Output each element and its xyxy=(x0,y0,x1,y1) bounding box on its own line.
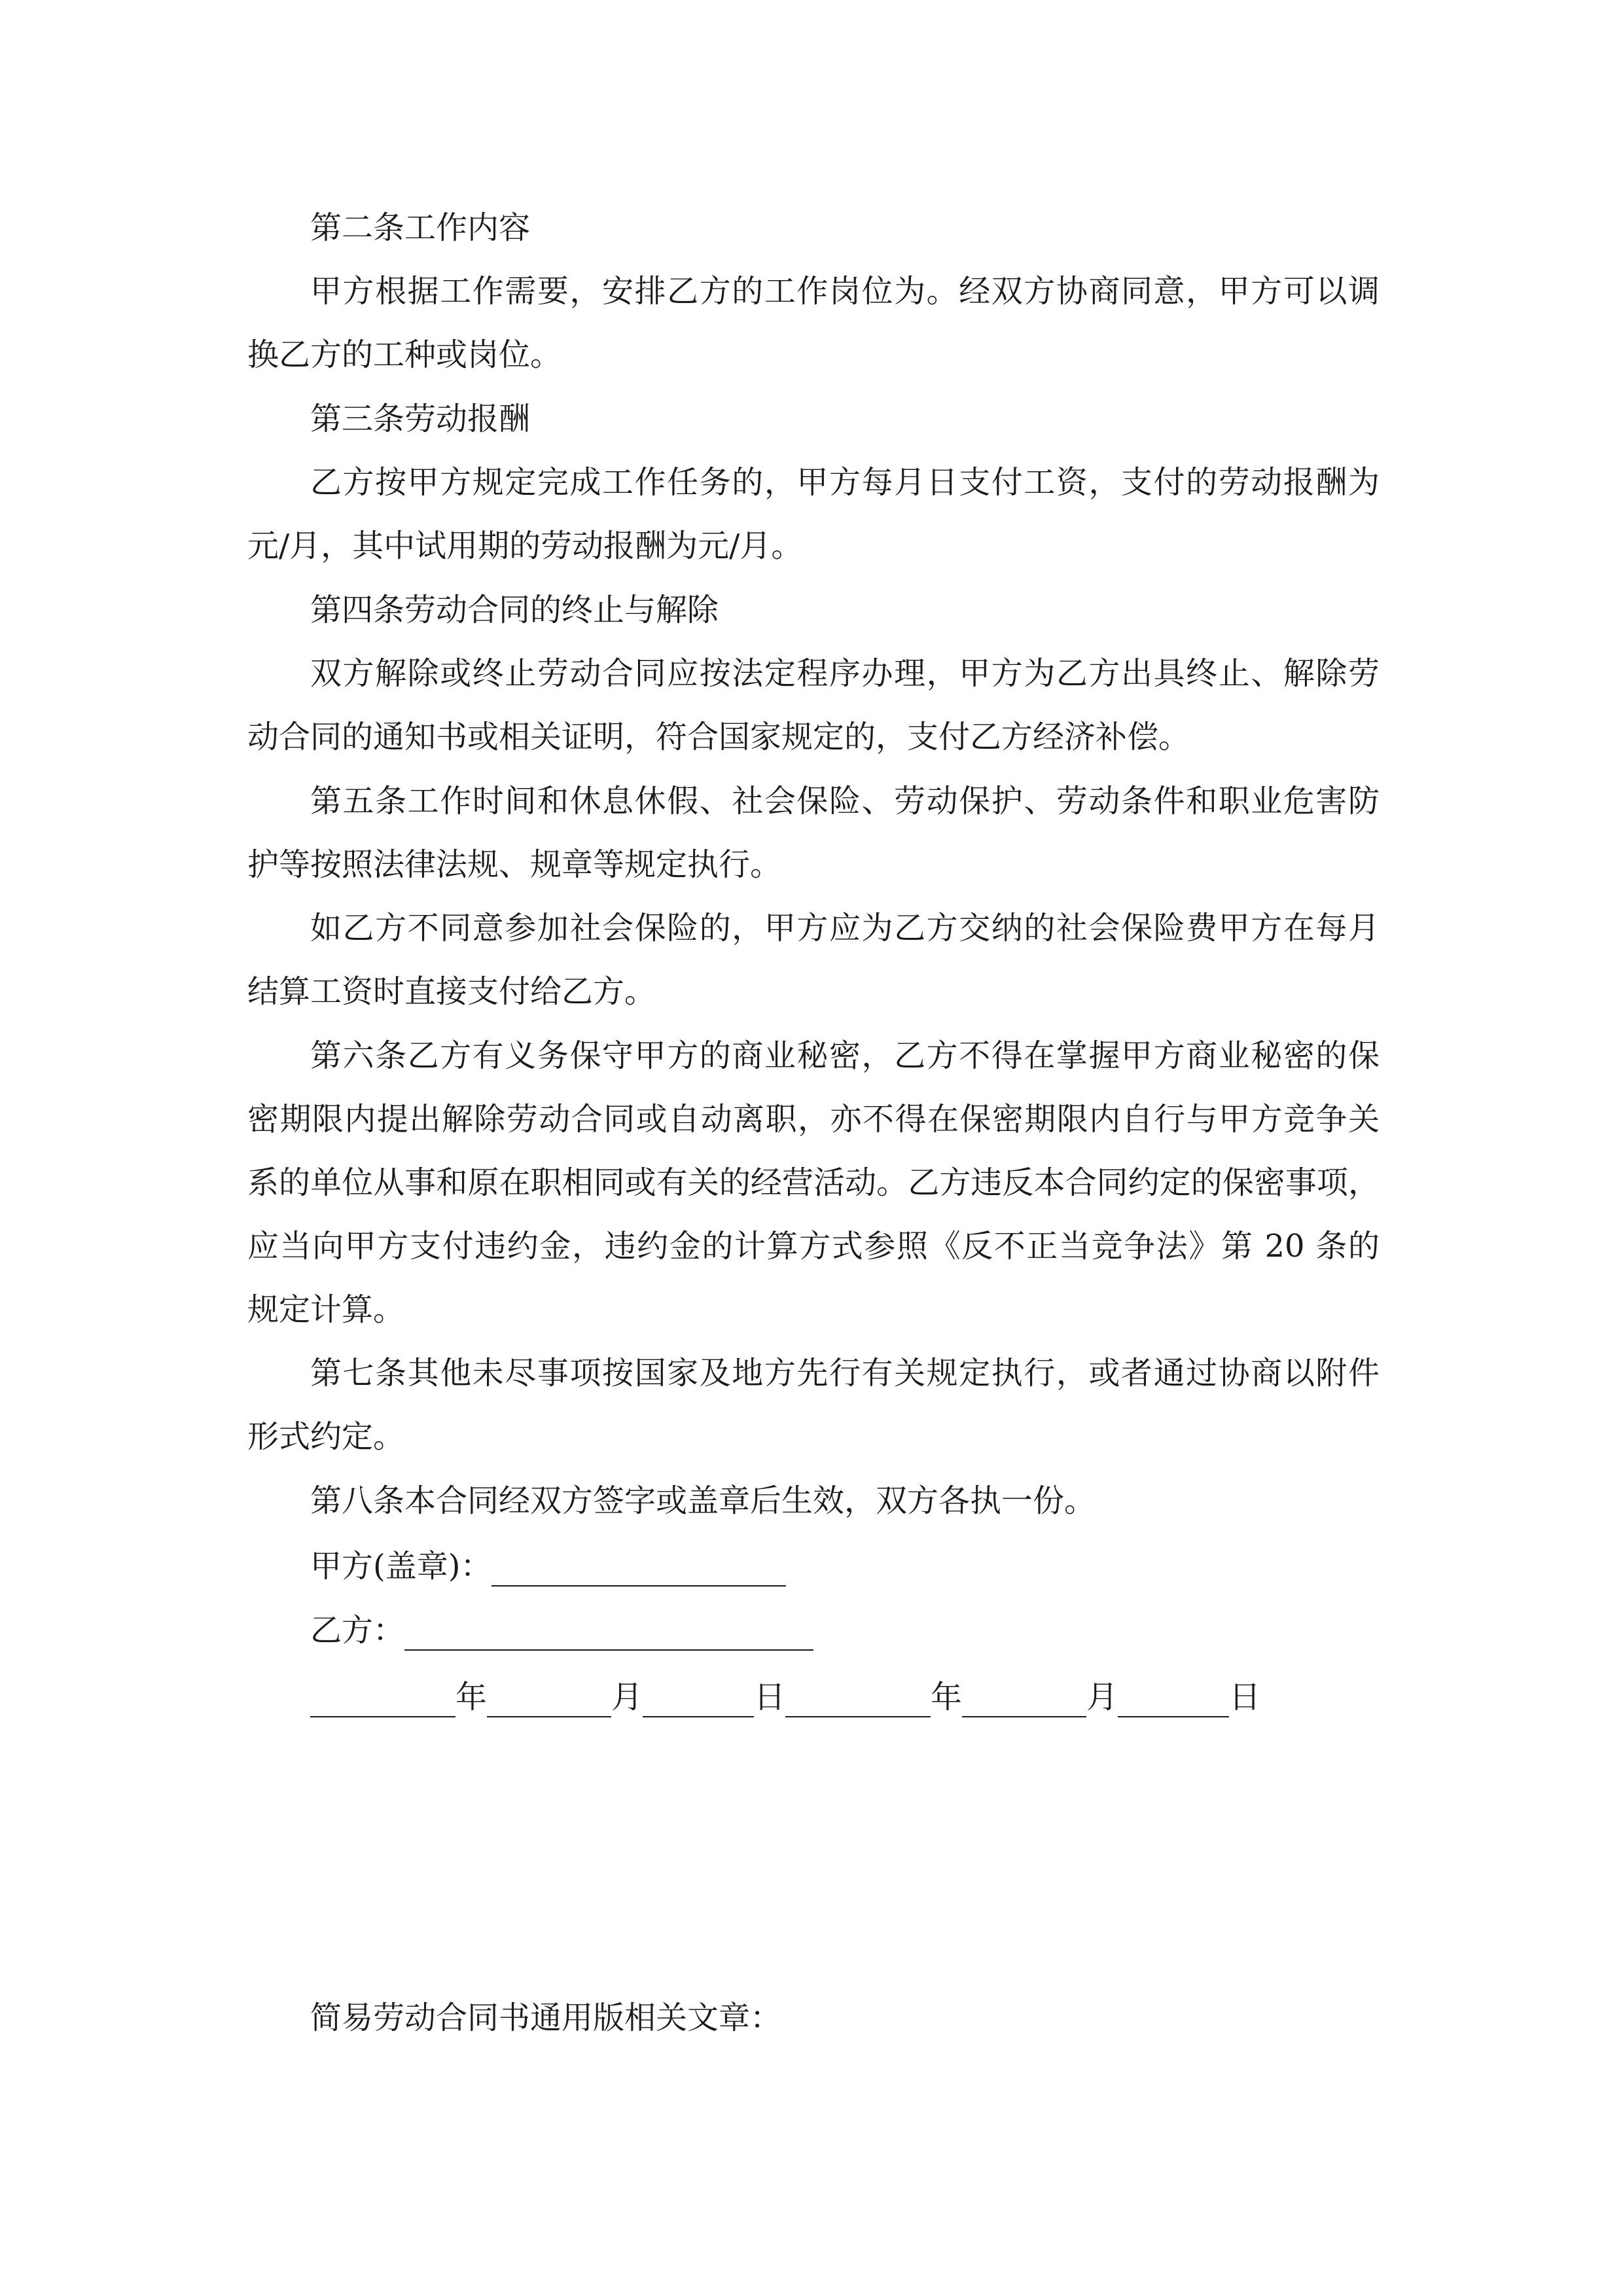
day-blank-b xyxy=(1118,1677,1229,1717)
article-5-line-1: 第五条工作时间和休息休假、社会保险、劳动保护、劳动条件和职业危害防 xyxy=(310,783,1380,819)
party-a-blank-line xyxy=(491,1546,786,1587)
article-2-line-1: 甲方根据工作需要，安排乙方的工作岗位为。经双方协商同意，甲方可以调 xyxy=(310,273,1380,310)
year-label-a: 年 xyxy=(455,1679,488,1715)
month-blank-b xyxy=(962,1677,1086,1717)
month-label-a: 月 xyxy=(611,1679,643,1715)
article-8-line: 第八条本合同经双方签字或盖章后生效，双方各执一份。 xyxy=(310,1482,1096,1519)
insurance-line-1: 如乙方不同意参加社会保险的，甲方应为乙方交纳的社会保险费甲方在每月 xyxy=(310,910,1380,946)
party-b-blank-line xyxy=(404,1610,813,1651)
month-label-b: 月 xyxy=(1086,1679,1118,1715)
article-4-line-2: 动合同的通知书或相关证明，符合国家规定的，支付乙方经济补偿。 xyxy=(247,719,1190,755)
article-3-line-2: 元/月，其中试用期的劳动报酬为元/月。 xyxy=(247,528,803,564)
article-6-line-5: 规定计算。 xyxy=(247,1291,405,1328)
year-label-b: 年 xyxy=(931,1679,963,1715)
article-6-line-3: 系的单位从事和原在职相同或有关的经营活动。乙方违反本合同约定的保密事项， xyxy=(247,1164,1380,1201)
related-articles-label: 简易劳动合同书通用版相关文章： xyxy=(310,2000,782,2036)
article-3-heading: 第三条劳动报酬 xyxy=(310,401,531,437)
party-a-signature-row xyxy=(310,1535,786,1598)
year-blank-a xyxy=(310,1677,455,1717)
year-blank-b xyxy=(785,1677,931,1717)
date-row xyxy=(310,1666,1260,1729)
article-3-line-1: 乙方按甲方规定完成工作任务的，甲方每月日支付工资，支付的劳动报酬为 xyxy=(310,464,1380,501)
article-6-line-1: 第六条乙方有义务保守甲方的商业秘密，乙方不得在掌握甲方商业秘密的保 xyxy=(310,1037,1380,1074)
article-2-heading: 第二条工作内容 xyxy=(310,209,531,246)
article-7-line-1: 第七条其他未尽事项按国家及地方先行有关规定执行，或者通过协商以附件 xyxy=(310,1355,1380,1391)
insurance-line-2: 结算工资时直接支付给乙方。 xyxy=(247,973,656,1010)
article-2-line-2: 换乙方的工种或岗位。 xyxy=(247,336,562,373)
article-6-line-2: 密期限内提出解除劳动合同或自动离职，亦不得在保密期限内自行与甲方竞争关 xyxy=(247,1101,1380,1138)
month-blank-a xyxy=(487,1677,611,1717)
article-3-paragraph xyxy=(247,451,1380,578)
article-6-paragraph xyxy=(247,1024,1380,1342)
article-7-paragraph xyxy=(247,1342,1380,1469)
party-a-label: 甲方(盖章)： xyxy=(310,1548,492,1585)
article-4-paragraph xyxy=(247,642,1380,769)
article-4-line-1: 双方解除或终止劳动合同应按法定程序办理，甲方为乙方出具终止、解除劳 xyxy=(310,655,1380,692)
party-b-label: 乙方： xyxy=(310,1612,405,1649)
article-2-paragraph xyxy=(247,260,1380,387)
article-7-line-2: 形式约定。 xyxy=(247,1418,405,1455)
article-4-heading: 第四条劳动合同的终止与解除 xyxy=(310,592,719,628)
article-6-line-4: 应当向甲方支付违约金，违约金的计算方式参照《反不正当竞争法》第 20 条的 xyxy=(247,1228,1380,1265)
day-blank-a xyxy=(643,1677,754,1717)
article-5-line-2: 护等按照法律法规、规章等规定执行。 xyxy=(247,846,782,883)
party-b-signature-row xyxy=(310,1599,813,1662)
day-label-b: 日 xyxy=(1229,1679,1261,1715)
day-label-a: 日 xyxy=(754,1679,786,1715)
article-5-paragraph xyxy=(247,770,1380,897)
insurance-paragraph xyxy=(247,897,1380,1024)
